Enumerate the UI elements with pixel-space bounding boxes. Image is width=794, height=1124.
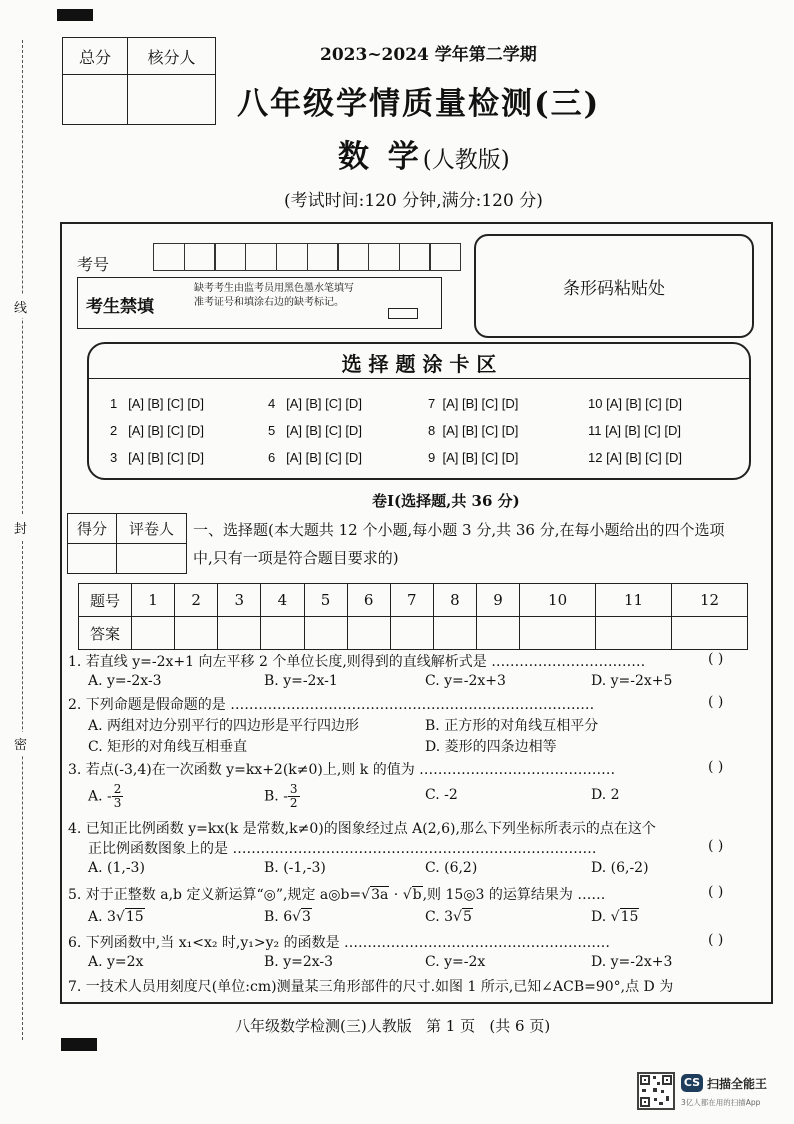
- mc-item[interactable]: 12 [A] [B] [C] [D]: [588, 450, 682, 465]
- mc-area-divider: [89, 378, 749, 379]
- question-4-option-c: C. (6,2): [425, 860, 478, 876]
- answer-table-number: 4: [261, 584, 304, 617]
- total-score-label: 总分: [63, 38, 128, 75]
- answer-cell[interactable]: [218, 617, 261, 650]
- question-1-option-c: C. y=-2x+3: [425, 673, 506, 689]
- qr-code: [637, 1072, 675, 1110]
- section-instructions-line1: 一、选择题(本大题共 12 个小题,每小题 3 分,共 36 分,在每小题给出的四个选项: [193, 521, 725, 539]
- barcode-label: 条形码粘贴处: [563, 279, 665, 299]
- answer-cell[interactable]: [672, 617, 748, 650]
- question-6-option-b: B. y=2x-3: [264, 954, 334, 970]
- answer-table-number: 1: [132, 584, 175, 617]
- mc-item[interactable]: 10 [A] [B] [C] [D]: [588, 396, 682, 411]
- binding-cut-line: [22, 40, 23, 1040]
- question-2-stem: 2. 下列命题是假命题的是 ……………………………………………………………………: [68, 697, 595, 713]
- question-4-stem-line1: 4. 已知正比例函数 y=kx(k 是常数,k≠0)的图象经过点 A(2,6),那么下列坐标所表示的点在这个: [68, 821, 656, 837]
- scanner-app-name: 扫描全能王: [707, 1077, 768, 1091]
- answer-table-number: 10: [520, 584, 596, 617]
- question-1-option-d: D. y=-2x+5: [591, 673, 673, 689]
- answer-cell[interactable]: [347, 617, 390, 650]
- question-1-option-b: B. y=-2x-1: [264, 673, 338, 689]
- fraction: $\frac{3}{2}$: [289, 782, 298, 810]
- mc-area-title: 选 择 题 涂 卡 区: [341, 352, 497, 376]
- mc-item[interactable]: 5 [A] [B] [C] [D]: [268, 423, 362, 438]
- subject-name: 数 学: [338, 139, 423, 175]
- scanner-badge-icon: CS: [681, 1074, 703, 1092]
- absent-mark-box[interactable]: [388, 308, 418, 319]
- mc-item[interactable]: 3 [A] [B] [C] [D]: [110, 450, 204, 465]
- subject-title: [338, 131, 510, 176]
- registration-mark-bottom: [61, 1038, 97, 1051]
- score-box: [62, 37, 216, 125]
- section-score-cell[interactable]: [68, 544, 117, 574]
- absent-note: 缺考考生由监考员用黑色墨水笔填写准考证号和填涂右边的缺考标记。: [194, 283, 354, 308]
- registration-mark-top: [57, 9, 93, 21]
- answer-table-number: 2: [175, 584, 218, 617]
- answer-table-number: 12: [672, 584, 748, 617]
- question-7-stem: 7. 一技术人员用刻度尺(单位:cm)测量某三角形部件的尺寸.如图 1 所示,已知∠ACB=90°,点 D 为: [68, 979, 674, 995]
- question-3-option-c: C. -2: [425, 787, 458, 803]
- question-6-option-c: C. y=-2x: [425, 954, 486, 970]
- answer-table-number: 6: [347, 584, 390, 617]
- question-5-option-d: D. √15: [591, 909, 639, 925]
- question-3-answer-blank[interactable]: ( ): [708, 759, 724, 775]
- question-5-option-b: B. 6√3: [264, 909, 311, 925]
- question-1-stem: 1. 若直线 y=-2x+1 向左平移 2 个单位长度,则得到的直线解析式是 ……………………………: [68, 654, 646, 670]
- mc-item[interactable]: 9 [A] [B] [C] [D]: [428, 450, 519, 465]
- fraction: $\frac{2}{3}$: [113, 782, 122, 810]
- section-grader-label: 评卷人: [117, 514, 187, 544]
- question-2-option-c: C. 矩形的对角线互相垂直: [88, 739, 248, 755]
- part1-heading: 卷Ⅰ(选择题,共 36 分): [372, 492, 520, 510]
- candidate-id-label: 考号: [77, 255, 110, 274]
- mc-item[interactable]: 4 [A] [B] [C] [D]: [268, 396, 362, 411]
- answer-table: [78, 583, 748, 650]
- mc-item[interactable]: 7 [A] [B] [C] [D]: [428, 396, 519, 411]
- question-6-option-a: A. y=2x: [88, 954, 144, 970]
- question-6-answer-blank[interactable]: ( ): [708, 932, 724, 948]
- barcode-area: [474, 234, 754, 338]
- side-label-line: 线: [14, 295, 27, 318]
- qr-pattern-icon: [639, 1074, 673, 1108]
- mc-item[interactable]: 1 [A] [B] [C] [D]: [110, 396, 204, 411]
- absent-label: 考生禁填: [86, 297, 154, 317]
- question-3-stem: 3. 若点(-3,4)在一次函数 y=kx+2(k≠0)上,则 k 的值为 ……………………………………: [68, 762, 616, 778]
- question-5-option-a: A. 3√15: [88, 909, 144, 925]
- answer-cell[interactable]: [261, 617, 304, 650]
- question-2-option-b: B. 正方形的对角线互相平分: [425, 718, 599, 734]
- mc-item[interactable]: 6 [A] [B] [C] [D]: [268, 450, 362, 465]
- semester-label: 2023~2024 学年第二学期: [320, 45, 537, 65]
- answer-table-number: 5: [304, 584, 347, 617]
- question-4-stem-line2: 正比例函数图象上的是 ……………………………………………………………………: [88, 841, 597, 857]
- answer-cell[interactable]: [596, 617, 672, 650]
- question-1-option-a: A. y=-2x-3: [88, 673, 162, 689]
- answer-header: 答案: [79, 617, 132, 650]
- question-5-answer-blank[interactable]: ( ): [708, 884, 724, 900]
- question-4-answer-blank[interactable]: ( ): [708, 838, 724, 854]
- answer-cell[interactable]: [433, 617, 476, 650]
- checker-cell[interactable]: [128, 75, 216, 125]
- section-score-label: 得分: [68, 514, 117, 544]
- answer-cell[interactable]: [390, 617, 433, 650]
- exam-info: (考试时间:120 分钟,满分:120 分): [284, 191, 543, 211]
- answer-table-number: 11: [596, 584, 672, 617]
- answer-table-number: 8: [433, 584, 476, 617]
- absent-box: [77, 277, 442, 329]
- question-4-option-d: D. (6,-2): [591, 860, 649, 876]
- answer-table-number: 7: [390, 584, 433, 617]
- scanner-tagline: 3亿人都在用的扫描App: [681, 1098, 761, 1107]
- side-label-secret: 密: [14, 732, 27, 755]
- question-1-answer-blank[interactable]: ( ): [708, 651, 724, 667]
- question-6-stem: 6. 下列函数中,当 x₁<x₂ 时,y₁>y₂ 的函数是 …………………………………………………: [68, 935, 611, 951]
- section-grader-cell[interactable]: [117, 544, 187, 574]
- answer-table-number: 3: [218, 584, 261, 617]
- mc-item[interactable]: 2 [A] [B] [C] [D]: [110, 423, 204, 438]
- checker-label: 核分人: [128, 38, 216, 75]
- question-2-option-d: D. 菱形的四条边相等: [425, 739, 557, 755]
- section-score-box: [67, 513, 187, 574]
- question-3-option-d: D. 2: [591, 787, 620, 803]
- page-footer: 八年级数学检测(三)人教版 第 1 页 (共 6 页): [235, 1017, 551, 1035]
- question-5-option-c: C. 3√5: [425, 909, 472, 925]
- mc-item[interactable]: 8 [A] [B] [C] [D]: [428, 423, 519, 438]
- answer-cell[interactable]: [520, 617, 596, 650]
- mc-item[interactable]: 11 [A] [B] [C] [D]: [588, 423, 681, 438]
- question-3-option-a: A. - $\frac{2}{3}$: [88, 782, 122, 810]
- question-3-option-b: B. - $\frac{3}{2}$: [264, 782, 298, 810]
- answer-table-number: 9: [477, 584, 520, 617]
- question-number-header: 题号: [79, 584, 132, 617]
- section-instructions-line2: 中,只有一项是符合题目要求的): [193, 549, 399, 567]
- question-2-option-a: A. 两组对边分别平行的四边形是平行四边形: [88, 718, 360, 734]
- total-score-cell[interactable]: [63, 75, 128, 125]
- question-4-option-b: B. (-1,-3): [264, 860, 326, 876]
- question-4-option-a: A. (1,-3): [88, 860, 145, 876]
- exam-title: 八年级学情质量检测(三): [237, 86, 601, 122]
- candidate-id-cells[interactable]: [153, 243, 460, 271]
- edition-label: (人教版): [422, 147, 510, 173]
- answer-cell[interactable]: [175, 617, 218, 650]
- answer-cell[interactable]: [304, 617, 347, 650]
- question-5-stem: 5. 对于正整数 a,b 定义新运算“◎”,规定 a◎b=√3a · √b,则 15◎3 的运算结果为 ……: [68, 887, 606, 903]
- side-label-seal: 封: [14, 516, 27, 539]
- question-6-option-d: D. y=-2x+3: [591, 954, 673, 970]
- question-2-answer-blank[interactable]: ( ): [708, 694, 724, 710]
- answer-cell[interactable]: [132, 617, 175, 650]
- answer-cell[interactable]: [477, 617, 520, 650]
